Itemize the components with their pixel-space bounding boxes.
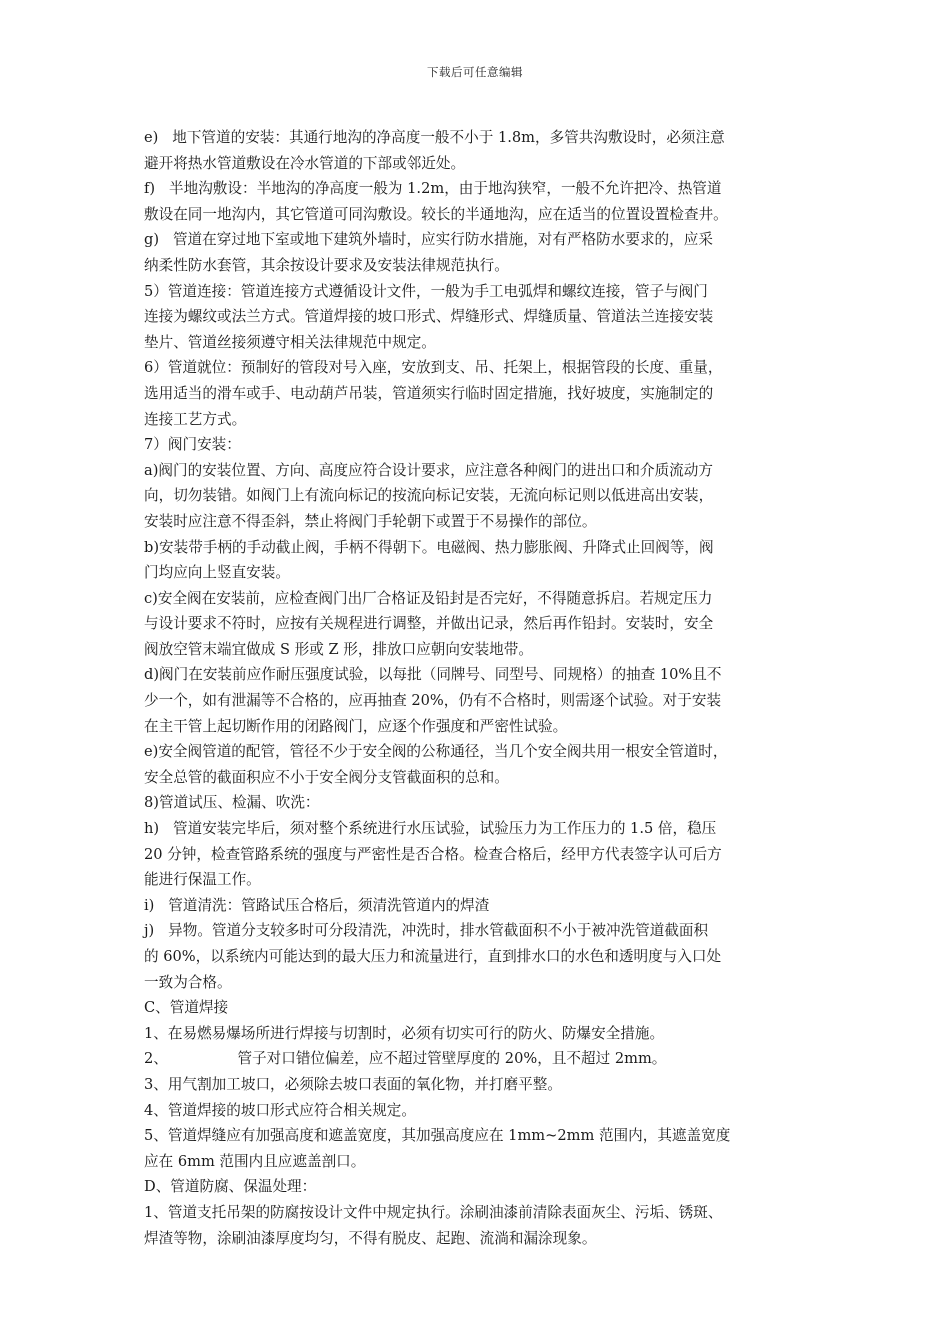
paragraph (144, 279, 810, 356)
paragraph (144, 790, 810, 816)
text-line: 阀放空管末端宜做成 S 形或 Z 形，排放口应朝向安装地带。 (144, 640, 533, 658)
text-line: 垫片、管道丝接须遵守相关法律规范中规定。 (144, 333, 436, 351)
text-line: 在主干管上起切断作用的闭路阀门，应逐个作强度和严密性试验。 (144, 717, 568, 735)
text-line: 敷设在同一地沟内，其它管道可同沟敷设。较长的半通地沟，应在适当的位置设置检查井。 (144, 205, 728, 223)
paragraph (144, 586, 810, 663)
paragraph (144, 1098, 810, 1124)
text-line: 焊渣等物，涂刷油漆厚度均匀，不得有脱皮、起跑、流淌和漏涂现象。 (144, 1229, 597, 1247)
text-line: h) 管道安装完毕后，须对整个系统进行水压试验，试验压力为工作压力的 1.5 倍，稳压 (144, 820, 717, 838)
paragraph (144, 125, 810, 176)
text-line: 连接为螺纹或法兰方式。管道焊接的坡口形式、焊缝形式、焊缝质量、管道法兰连接安装 (144, 308, 714, 326)
text-line: e) 地下管道的安装：其通行地沟的净高度一般不小于 1.8m，多管共沟敷设时，必须注意 (144, 129, 725, 146)
text-line: 5）管道连接：管道连接方式遵循设计文件，一般为手工电弧焊和螺纹连接，管子与阀门 (144, 282, 708, 300)
paragraph (144, 739, 810, 790)
text-line: 纳柔性防水套管，其余按设计要求及安装法律规范执行。 (144, 256, 509, 274)
text-line: 8)管道试压、检漏、吹洗： (144, 794, 320, 812)
text-line: 门均应向上竖直安装。 (144, 564, 290, 582)
document-body (144, 125, 810, 1251)
paragraph (144, 995, 810, 1021)
text-line: D、管道防腐、保温处理： (144, 1178, 317, 1196)
text-line: j) 异物。管道分支较多时可分段清洗，冲洗时，排水管截面积不小于被冲洗管道截面积 (144, 922, 709, 940)
paragraph (144, 816, 810, 893)
paragraph (144, 176, 810, 227)
text-line: i) 管道清洗：管路试压合格后，须清洗管道内的焊渣 (144, 896, 490, 914)
text-line: e)安全阀管道的配管，管径不少于安全阀的公称通径，当几个安全阀共用一根安全管道时， (144, 743, 728, 761)
text-line: 6）管道就位：预制好的管段对号入座，安放到支、吊、托架上，根据管段的长度、重量， (144, 359, 723, 377)
text-line: 避开将热水管道敷设在冷水管道的下部或邻近处。 (144, 154, 466, 172)
text-line: 的 60%，以系统内可能达到的最大压力和流量进行，直到排水口的水色和透明度与入口处 (144, 948, 722, 965)
text-line: 安装时应注意不得歪斜，禁止将阀门手轮朝下或置于不易操作的部位。 (144, 512, 597, 530)
paragraph (144, 1200, 810, 1251)
paragraph (144, 662, 810, 739)
text-line: 7）阀门安装： (144, 436, 241, 454)
text-line: g) 管道在穿过地下室或地下建筑外墙时，应实行防水措施，对有严格防水要求的，应采 (144, 231, 713, 249)
text-line: 应在 6mm 范围内且应遮盖剖口。 (144, 1152, 366, 1170)
paragraph (144, 1021, 810, 1047)
paragraph (144, 1174, 810, 1200)
text-line: f) 半地沟敷设：半地沟的净高度一般为 1.2m，由于地沟狭窄，一般不允许把冷、热管道 (144, 180, 722, 198)
text-line: 连接工艺方式。 (144, 410, 247, 428)
paragraph (144, 893, 810, 919)
page-header: 下载后可任意编辑 (427, 65, 523, 79)
paragraph (144, 535, 810, 586)
text-line: 20 分钟，检查管路系统的强度与严密性是否合格。检查合格后，经甲方代表签字认可后方 (144, 845, 722, 863)
text-line: 5、管道焊缝应有加强高度和遮盖宽度，其加强高度应在 1mm~2mm 范围内，其遮盖宽度 (144, 1127, 731, 1145)
text-line: 安全总管的截面积应不小于安全阀分支管截面积的总和。 (144, 768, 509, 786)
paragraph (144, 1123, 810, 1174)
paragraph (144, 1046, 810, 1072)
text-line: d)阀门在安装前应作耐压强度试验，以每批（同牌号、同型号、同规格）的抽查 10%且不 (144, 666, 722, 684)
paragraph (144, 227, 810, 278)
text-line: 少一个，如有泄漏等不合格的，应再抽查 20%，仍有不合格时，则需逐个试验。对于安装 (144, 692, 722, 710)
text-line: 一致为合格。 (144, 973, 232, 991)
paragraph (144, 1072, 810, 1098)
text-line: 4、管道焊接的坡口形式应符合相关规定。 (144, 1101, 416, 1119)
text-line: b)安装带手柄的手动截止阀，手柄不得朝下。电磁阀、热力膨胀阀、升降式止回阀等，阀 (144, 538, 714, 556)
text-line: c)安全阀在安装前，应检查阀门出厂合格证及铅封是否完好，不得随意拆启。若规定压力 (144, 589, 713, 607)
paragraph (144, 458, 810, 535)
paragraph (144, 918, 810, 995)
text-line: 与设计要求不符时，应按有关规程进行调整，并做出记录，然后再作铅封。安装时，安全 (144, 615, 714, 633)
text-line: 选用适当的滑车或手、电动葫芦吊装，管道须实行临时固定措施，找好坡度，实施制定的 (144, 384, 714, 402)
text-line: 1、在易燃易爆场所进行焊接与切割时，必须有切实可行的防火、防爆安全措施。 (144, 1024, 665, 1042)
text-line: a)阀门的安装位置、方向、高度应符合设计要求，应注意各种阀门的进出口和介质流动方 (144, 461, 713, 479)
paragraph (144, 432, 810, 458)
text-line: 3、用气割加工坡口，必须除去坡口表面的氧化物，并打磨平整。 (144, 1075, 562, 1093)
text-line: 向，切勿装错。如阀门上有流向标记的按流向标记安装，无流向标记则以低进高出安装， (144, 487, 714, 505)
text-line: C、管道焊接 (144, 999, 229, 1017)
text-line: 1、管道支托吊架的防腐按设计文件中规定执行。涂刷油漆前清除表面灰尘、污垢、锈斑、 (144, 1203, 723, 1221)
paragraph (144, 355, 810, 432)
text-line: 2、 管子对口错位偏差，应不超过管壁厚度的 20%，且不超过 2mm。 (144, 1050, 667, 1068)
text-line: 能进行保温工作。 (144, 871, 261, 889)
